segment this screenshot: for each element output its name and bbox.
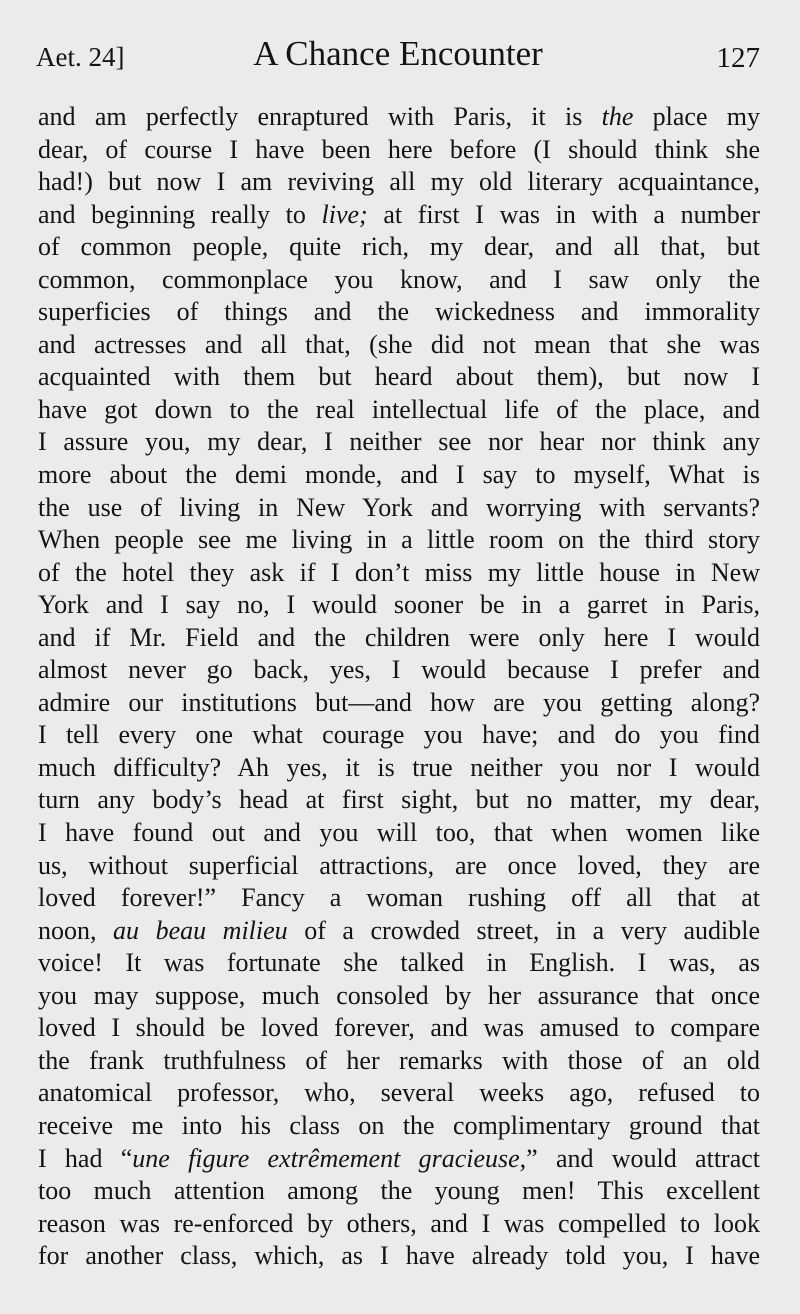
text-run: and beginning really to [38,199,322,229]
text-line [38,426,760,459]
running-head [36,34,760,78]
text-line [38,1110,760,1143]
text-run: for another class, which, as I have already told you, I have [38,1241,760,1271]
text-line [38,524,760,557]
italic-text: une figure extrêmement gracieuse, [132,1143,527,1173]
text-run: of common people, quite rich, my dear, and all that, but [38,232,760,262]
text-run: the use of living in New York and worrying with servants? [38,492,760,522]
text-line [38,1143,760,1176]
text-line [38,719,760,752]
text-run: and am perfectly enraptured with Paris, it is [38,102,602,131]
text-line [38,687,760,720]
body-text [38,101,760,1273]
text-run: York and I say no, I would sooner be in a garret in Paris, [38,590,760,620]
text-line [38,947,760,980]
text-run: receive me into his class on the complimentary ground that [38,1110,760,1140]
text-run: more about the demi monde, and I say to myself, What is [38,460,760,490]
text-line [38,361,760,394]
text-line [38,329,760,362]
text-run: common, commonplace you know, and I saw only the [38,264,760,294]
text-line [38,817,760,850]
text-run: of the hotel they ask if I don’t miss my little house in New [38,557,760,587]
text-line [38,850,760,883]
text-run: you may suppose, much consoled by her assurance that once [38,980,760,1010]
text-run: the frank truthfulness of her remarks with those of an old [38,1045,760,1075]
text-line [38,1012,760,1045]
text-line [38,394,760,427]
text-line [38,134,760,167]
text-line [38,101,760,134]
text-line [38,231,760,264]
text-run: and actresses and all that, (she did not mean that she was [38,329,760,359]
text-line [38,784,760,817]
text-run: I assure you, my dear, I neither see nor hear nor think any [38,427,760,457]
italic-text: au beau milieu [113,915,288,945]
text-run: at first I was in with a number [367,199,760,229]
text-run: anatomical professor, who, several weeks ago, refused to [38,1078,760,1108]
text-line [38,1175,760,1208]
text-line [38,1045,760,1078]
text-line [38,199,760,232]
running-head-left: Aet. 24] [36,42,125,72]
text-run: loved I should be loved forever, and was amused to compare [38,1013,760,1043]
text-line [38,589,760,622]
text-line [38,915,760,948]
text-line [38,459,760,492]
text-run: voice! It was fortunate she talked in English. I was, as [38,948,760,978]
text-line [38,654,760,687]
text-line [38,296,760,329]
text-run: almost never go back, yes, I would because I prefer and [38,655,760,685]
text-run: superficies of things and the wickedness and immorality [38,297,760,327]
text-run: admire our institutions but—and how are you getting along? [38,687,760,717]
text-run: When people see me living in a little room on the third story [38,525,760,555]
text-run: I tell every one what courage you have; and do you find [38,720,760,750]
text-line [38,622,760,655]
text-run: ” and would attract [526,1143,760,1173]
italic-text: live; [321,199,368,229]
text-run: too much attention among the young men! This excellent [38,1176,760,1206]
page-number: 127 [716,42,760,74]
text-line [38,882,760,915]
text-line [38,1240,760,1273]
text-run: I have found out and you will too, that when women like [38,818,760,848]
text-run: loved forever!” Fancy a woman rushing off all that at [38,883,760,913]
chapter-title: A Chance Encounter [253,34,543,73]
text-run: turn any body’s head at first sight, but no matter, my dear, [38,785,760,815]
text-line [38,264,760,297]
text-line [38,1077,760,1110]
text-run: us, without superficial attractions, are once loved, they are [38,850,760,880]
text-run: place my [633,102,760,131]
text-line [38,1208,760,1241]
text-run: of a crowded street, in a very audible [287,915,761,945]
text-run: noon, [38,915,114,945]
text-run: have got down to the real intellectual life of the place, and [38,394,760,424]
text-line [38,557,760,590]
text-run: acquainted with them but heard about them), but now I [38,362,760,392]
text-line [38,752,760,785]
text-run: reason was re-enforced by others, and I was compelled to look [38,1208,760,1238]
text-run: dear, of course I have been here before (I should think she [38,134,760,164]
text-line [38,166,760,199]
text-run: had!) but now I am reviving all my old literary acquaintance, [38,167,760,197]
italic-text: the [601,102,634,131]
text-run: I had “ [38,1143,133,1173]
text-line [38,492,760,525]
text-run: and if Mr. Field and the children were only here I would [38,622,760,652]
text-run: much difficulty? Ah yes, it is true neither you nor I would [38,752,760,782]
text-line [38,980,760,1013]
